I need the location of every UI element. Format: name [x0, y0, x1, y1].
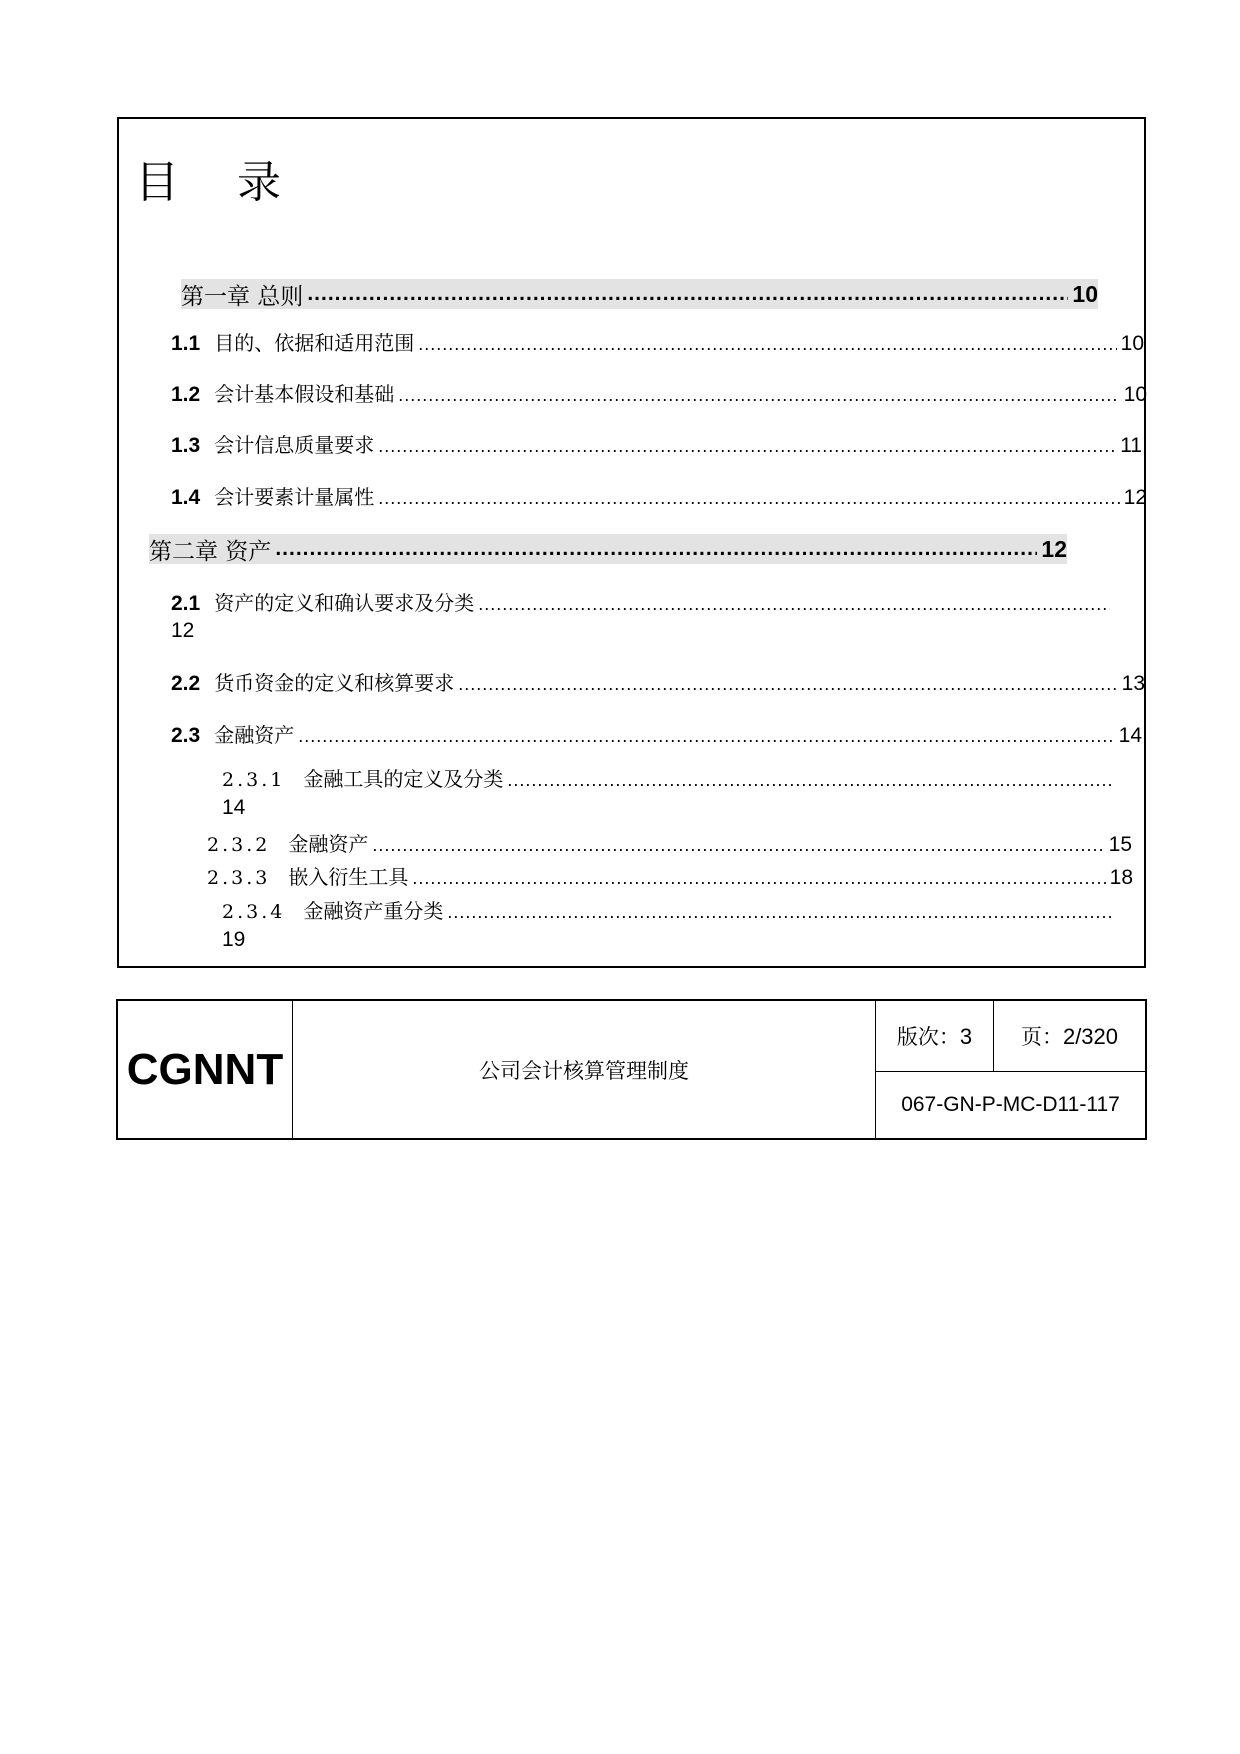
toc-entry-page: 11 — [1120, 434, 1142, 457]
toc-entry-label: 金融工具的定义及分类 — [303, 767, 504, 791]
toc-entry-page: 12 — [1041, 535, 1067, 562]
toc-leader-dots — [507, 770, 1115, 791]
toc-entry-number: 2.3 — [171, 724, 201, 747]
toc-entry-number: 2.3.2 — [207, 834, 271, 856]
toc-title: 目 录 — [135, 157, 303, 208]
toc-leader-dots — [378, 488, 1119, 509]
toc-leader-dots — [412, 868, 1105, 889]
toc-entry-label: 第二章 资产 — [149, 538, 272, 565]
toc-subsection-2-3-2[interactable] — [207, 828, 1132, 857]
toc-section-1-4[interactable] — [171, 481, 1147, 510]
toc-section-2-2[interactable] — [171, 667, 1145, 696]
version-value: 3 — [959, 1024, 973, 1049]
toc-entry-number: 2.3.4 — [222, 901, 286, 923]
document-title: 公司会计核算管理制度 — [293, 1000, 876, 1139]
toc-entry-number: 2.3.1 — [222, 769, 286, 791]
toc-entry-label: 金融资产重分类 — [303, 899, 444, 923]
document-code: 067-GN-P-MC-D11-117 — [876, 1072, 1147, 1140]
toc-entry-number: 1.2 — [171, 383, 201, 406]
toc-entry-page: 12 — [171, 619, 195, 642]
toc-leader-dots — [298, 726, 1114, 747]
toc-entry-label: 金融资产 — [214, 723, 295, 747]
toc-section-2-1[interactable] — [171, 587, 1114, 616]
toc-section-1-2[interactable] — [171, 378, 1147, 407]
toc-section-2-3[interactable] — [171, 719, 1142, 748]
toc-leader-dots — [372, 835, 1104, 856]
document-footer — [116, 999, 1147, 1140]
table-of-contents — [117, 117, 1146, 968]
toc-entry-page: 19 — [222, 928, 246, 951]
toc-chapter-2[interactable] — [149, 534, 1067, 564]
toc-entry-number: 2.2 — [171, 672, 201, 695]
toc-entry-number: 1.4 — [171, 486, 201, 509]
toc-entry-label: 金融资产 — [288, 832, 369, 856]
toc-subsection-2-3-4[interactable] — [222, 895, 1119, 924]
toc-leader-dots — [418, 334, 1116, 355]
toc-entry-label: 第一章 总则 — [181, 283, 304, 310]
toc-entry-number: 2.3.3 — [207, 867, 271, 889]
toc-subsection-2-3-1[interactable] — [222, 763, 1119, 792]
page-value: 2/320 — [1062, 1024, 1119, 1049]
page-cell — [993, 1000, 1146, 1072]
toc-section-1-3[interactable] — [171, 429, 1142, 458]
toc-entry-label: 嵌入衍生工具 — [288, 865, 409, 889]
toc-entry-page: 14 — [222, 796, 246, 819]
version-label: 版次： — [896, 1025, 960, 1049]
toc-entry-number: 1.1 — [171, 332, 201, 355]
toc-entry-label: 会计要素计量属性 — [214, 485, 375, 509]
toc-entry-page: 10 — [1123, 383, 1147, 406]
toc-leader-dots — [447, 902, 1115, 923]
toc-entry-page: 12 — [1123, 486, 1147, 509]
toc-subsection-2-3-3[interactable] — [207, 861, 1133, 890]
toc-entry-page: 10 — [1072, 280, 1098, 307]
toc-entry-page: 18 — [1109, 866, 1133, 889]
toc-entry-number: 1.3 — [171, 434, 201, 457]
toc-entry-page: 15 — [1108, 833, 1132, 856]
toc-entry-label: 会计基本假设和基础 — [214, 382, 395, 406]
toc-leader-dots — [458, 674, 1117, 695]
toc-chapter-1[interactable] — [181, 279, 1098, 309]
toc-section-1-1[interactable] — [171, 327, 1144, 356]
version-cell — [876, 1000, 994, 1072]
toc-leader-dots — [275, 537, 1037, 561]
toc-leader-dots — [478, 594, 1110, 615]
page-label: 页： — [1020, 1025, 1063, 1049]
toc-entry-label: 资产的定义和确认要求及分类 — [214, 591, 475, 615]
toc-entry-label: 会计信息质量要求 — [214, 433, 375, 457]
toc-entry-page: 13 — [1121, 672, 1145, 695]
toc-leader-dots — [398, 385, 1119, 406]
company-logo: CGNNT — [117, 1000, 293, 1139]
toc-entry-label: 货币资金的定义和核算要求 — [214, 671, 455, 695]
toc-entry-number: 2.1 — [171, 592, 201, 615]
toc-entry-page: 14 — [1118, 724, 1142, 747]
toc-leader-dots — [307, 282, 1068, 306]
toc-leader-dots — [378, 436, 1116, 457]
toc-entry-page: 10 — [1120, 332, 1144, 355]
toc-entry-label: 目的、依据和适用范围 — [214, 331, 415, 355]
